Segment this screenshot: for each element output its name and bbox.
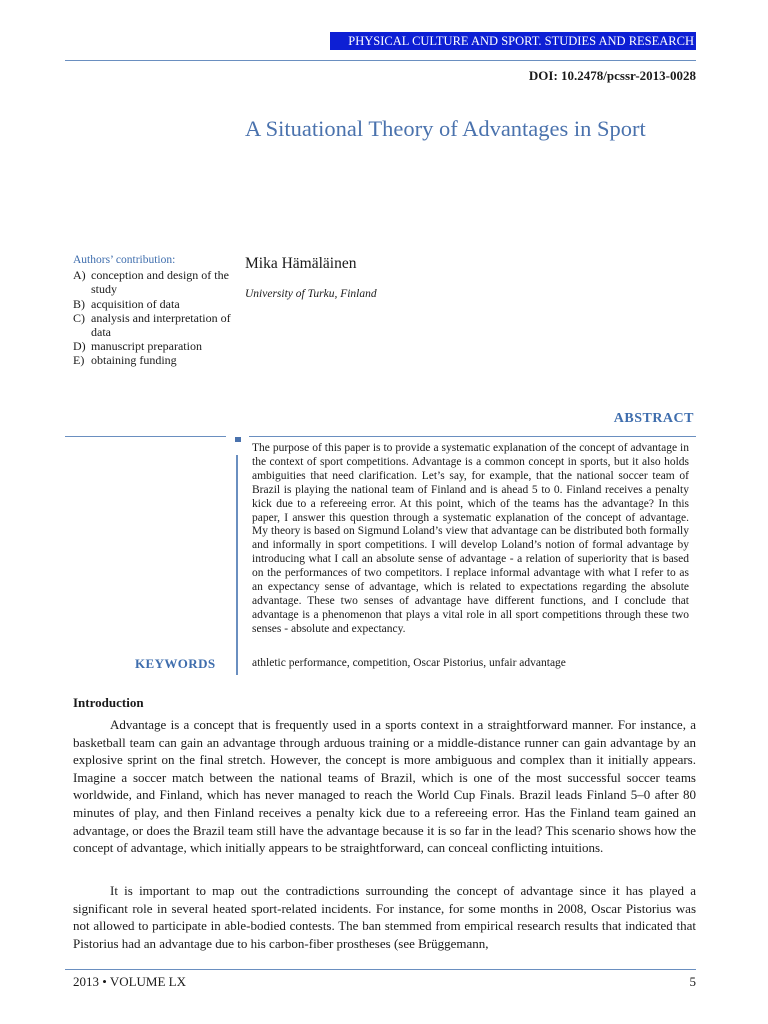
header-divider — [65, 60, 696, 61]
abstract-heading: ABSTRACT — [613, 411, 694, 426]
authors-contribution — [73, 253, 238, 368]
doi-label: DOI: 10.2478/pcssr-2013-0028 — [528, 68, 696, 83]
contribution-text: analysis and interpretation of data — [91, 310, 231, 340]
author-name: Mika Hämäläinen — [245, 255, 357, 272]
article-title: A Situational Theory of Advantages in Sport — [245, 116, 646, 141]
abstract-side-bar — [236, 455, 238, 675]
keywords-heading: KEYWORDS — [135, 656, 216, 671]
abstract-divider-left — [65, 436, 226, 437]
contribution-letter: A) — [73, 268, 86, 283]
contribution-item — [73, 268, 238, 296]
journal-banner: PHYSICAL CULTURE AND SPORT. STUDIES AND RESEARCH — [330, 32, 696, 50]
author-affiliation: University of Turku, Finland — [245, 288, 377, 300]
footer-volume: 2013 • VOLUME LX — [73, 974, 187, 989]
body-paragraph: It is important to map out the contradictions surrounding the concept of advantage since it has played a significant role in several heated sport-related incidents. For instance, for some months in 2008, Oscar Pistorius was not allowed to participate in able-bodied contests. The ban stemmed from empirical research results that indicated that Pistorius had an advantage due to his carbon-fiber prostheses (see Brüggemann, — [73, 883, 696, 951]
contribution-heading: Authors’ contribution: — [73, 254, 176, 266]
page-number: 5 — [689, 974, 696, 989]
contribution-text: conception and design of the study — [91, 268, 229, 297]
keywords-text: athletic performance, competition, Oscar Pistorius, unfair advantage — [252, 657, 566, 669]
section-heading-introduction: Introduction — [73, 695, 144, 710]
contribution-letter: D) — [73, 339, 86, 354]
contribution-item — [73, 353, 238, 367]
contribution-letter: C) — [73, 310, 85, 325]
contribution-text: acquisition of data — [91, 296, 180, 311]
footer-divider — [65, 969, 696, 970]
contribution-item — [73, 311, 238, 339]
body-paragraph: Advantage is a concept that is frequently used in a sports context in a straightforward manner. For instance, a basketball team can gain an advantage through arduous training or a middle-distance runner can gain advantage by an explosive sprint on the final stretch. However, the concept is more ambiguous and complex than it initially appears. Imagine a soccer match between the national teams of Brazil, which is one of the most successful soccer teams worldwide, and Finland, which has never managed to reach the World Cup Finals. Brazil leads Finland 5–0 after 80 minutes of play, and then Finland receives a penalty kick due to a refereeing error. Has the Finland team gained an advantage, or does the Brazil team still have the advantage because it is so far in the lead? This scenario shows how the concept of advantage, which initially appears to be straightforward, can conceal conflicting intuitions. — [73, 717, 696, 856]
contribution-item — [73, 297, 238, 311]
abstract-text: The purpose of this paper is to provide a systematic explanation of the concept of advantage in the context of sport competitions. Advantage is a common concept in sports, but it also holds ambiguities that need clarification. Let’s say, for example, that the national soccer team of Brazil is playing the national team of Finland and is ahead 5 to 0. Finland receives a penalty kick due to a refereeing error. At this point, which of the teams has the advantage? In this paper, I answer this question through a systematic explanation of the concept of advantage. My theory is based on Sigmund Loland’s view that advantage can be distributed both formally and informally in sport competitions. I will develop Loland’s notion of formal advantage by introducing what I call an absolute sense of advantage - a relation of superiority that is based on the performances of two competitors. I replace informal advantage with what I refer to as an expectancy sense of advantage, which is related to expectations regarding the absolute advantage. These two senses of advantage have different functions, and I conclude that advantage is a phenomenon that plays a vital role in all sport competitions through these two senses - absolute and expectancy. — [252, 442, 689, 635]
abstract-divider-right — [249, 436, 696, 437]
contribution-text: obtaining funding — [91, 353, 177, 368]
divider-marker — [235, 437, 241, 442]
contribution-letter: E) — [73, 353, 85, 368]
contribution-letter: B) — [73, 296, 85, 311]
contribution-item — [73, 339, 238, 353]
contribution-text: manuscript preparation — [91, 339, 202, 354]
